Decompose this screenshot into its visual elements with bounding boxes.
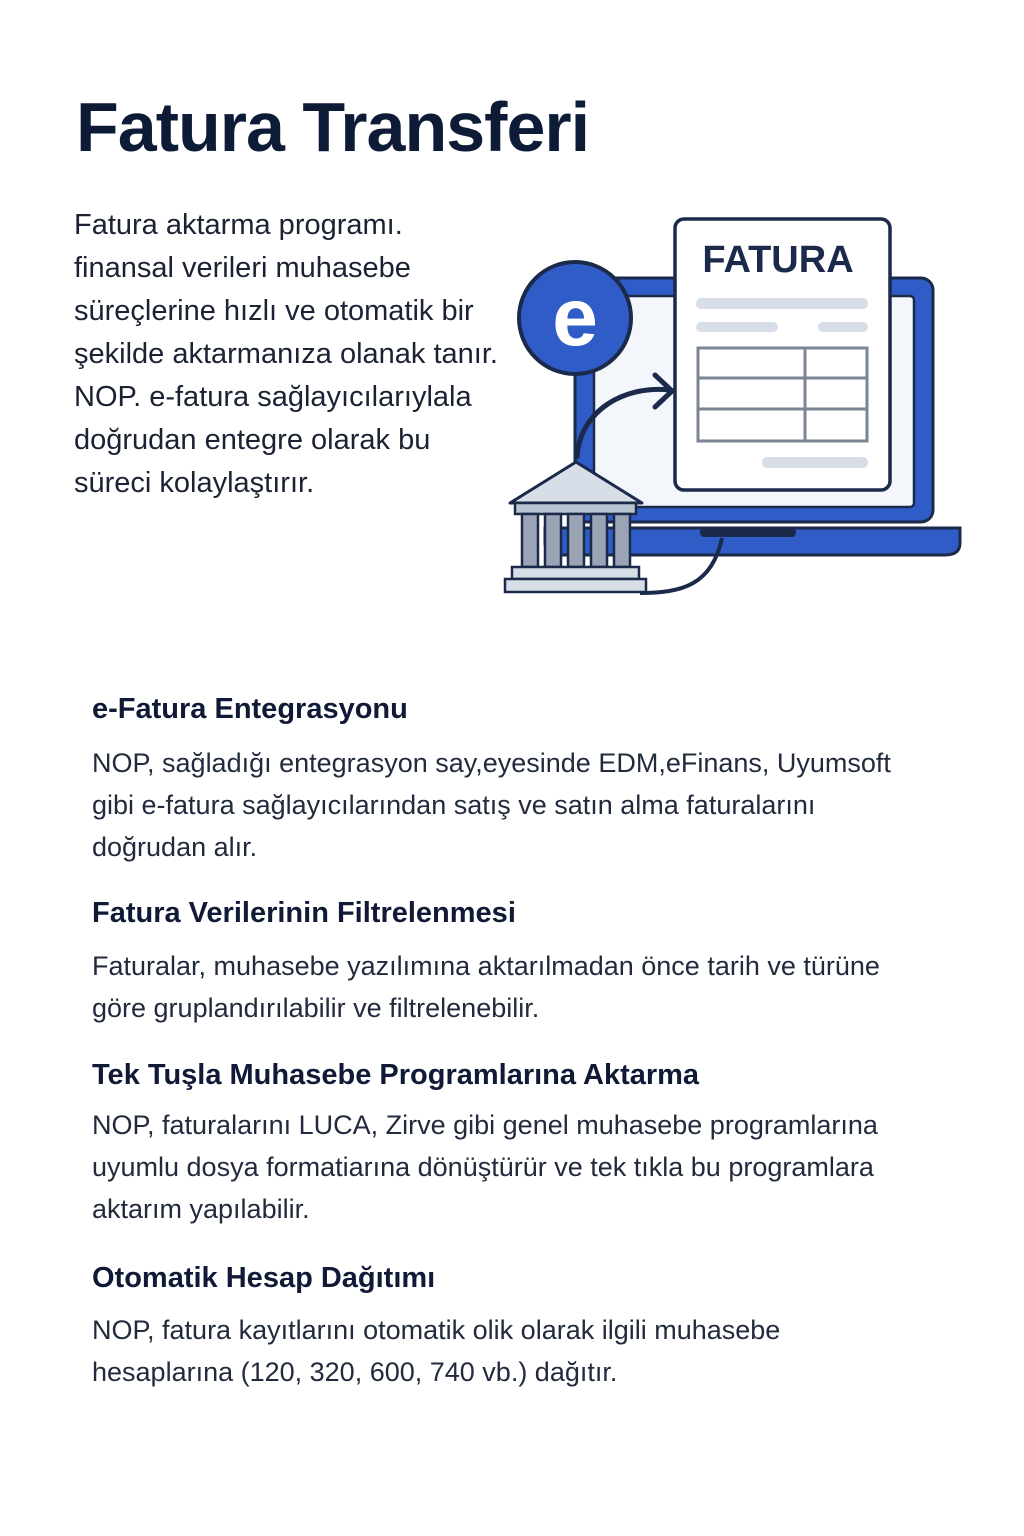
feature-one-click-transfer <box>92 1054 912 1230</box>
feature-title: Tek Tuşla Muhasebe Programlarına Aktarma <box>92 1059 700 1091</box>
feature-text: NOP, fatura kayıtlarını otomatik olik olarak ilgili muhasebe hesaplarına (120, 320, 600, 740 vb.) dağıtır. <box>92 1315 781 1387</box>
page-title: Fatura Transferi <box>76 88 590 166</box>
invoice-document-icon <box>675 219 890 490</box>
feature-automatic-account-distribution <box>92 1257 912 1393</box>
e-badge-letter: e <box>552 272 598 363</box>
feature-invoice-filtering <box>92 892 912 1029</box>
feature-title: Otomatik Hesap Dağıtımı <box>92 1262 436 1294</box>
invoice-label: FATURA <box>702 239 854 281</box>
hero-illustration <box>500 205 970 605</box>
feature-e-fatura-integration <box>92 688 912 868</box>
feature-text: NOP, faturalarını LUCA, Zirve gibi genel muhasebe programlarına uyumlu dosya formatiarına dönüştürür ve tek tıkla bu programlara aktarım yapılabilir. <box>92 1110 878 1224</box>
intro-text: Fatura aktarma programı. finansal verileri muhasebe süreçlerine hızlı ve otomatik bir şekilde aktarmanıza olanak tanır. NOP. e-fatura sağlayıcılarıylala doğrudan entegre olarak bu süreci kolaylaştırır. <box>74 209 498 499</box>
feature-text: NOP, sağladığı entegrasyon say,eyesinde EDM,eFinans, Uyumsoft gibi e-fatura sağlayıcılarından satış ve satın alma faturalarını doğrudan alır. <box>92 748 891 862</box>
hero-svg <box>500 205 970 605</box>
intro-section <box>74 204 504 505</box>
feature-text: Faturalar, muhasebe yazılımına aktarılmadan önce tarih ve türüne göre gruplandırılabilir ve filtrelenebilir. <box>92 951 880 1023</box>
feature-title: Fatura Verilerinin Filtrelenmesi <box>92 897 516 929</box>
feature-title: e-Fatura Entegrasyonu <box>92 693 408 725</box>
e-invoice-badge-icon <box>519 262 631 374</box>
